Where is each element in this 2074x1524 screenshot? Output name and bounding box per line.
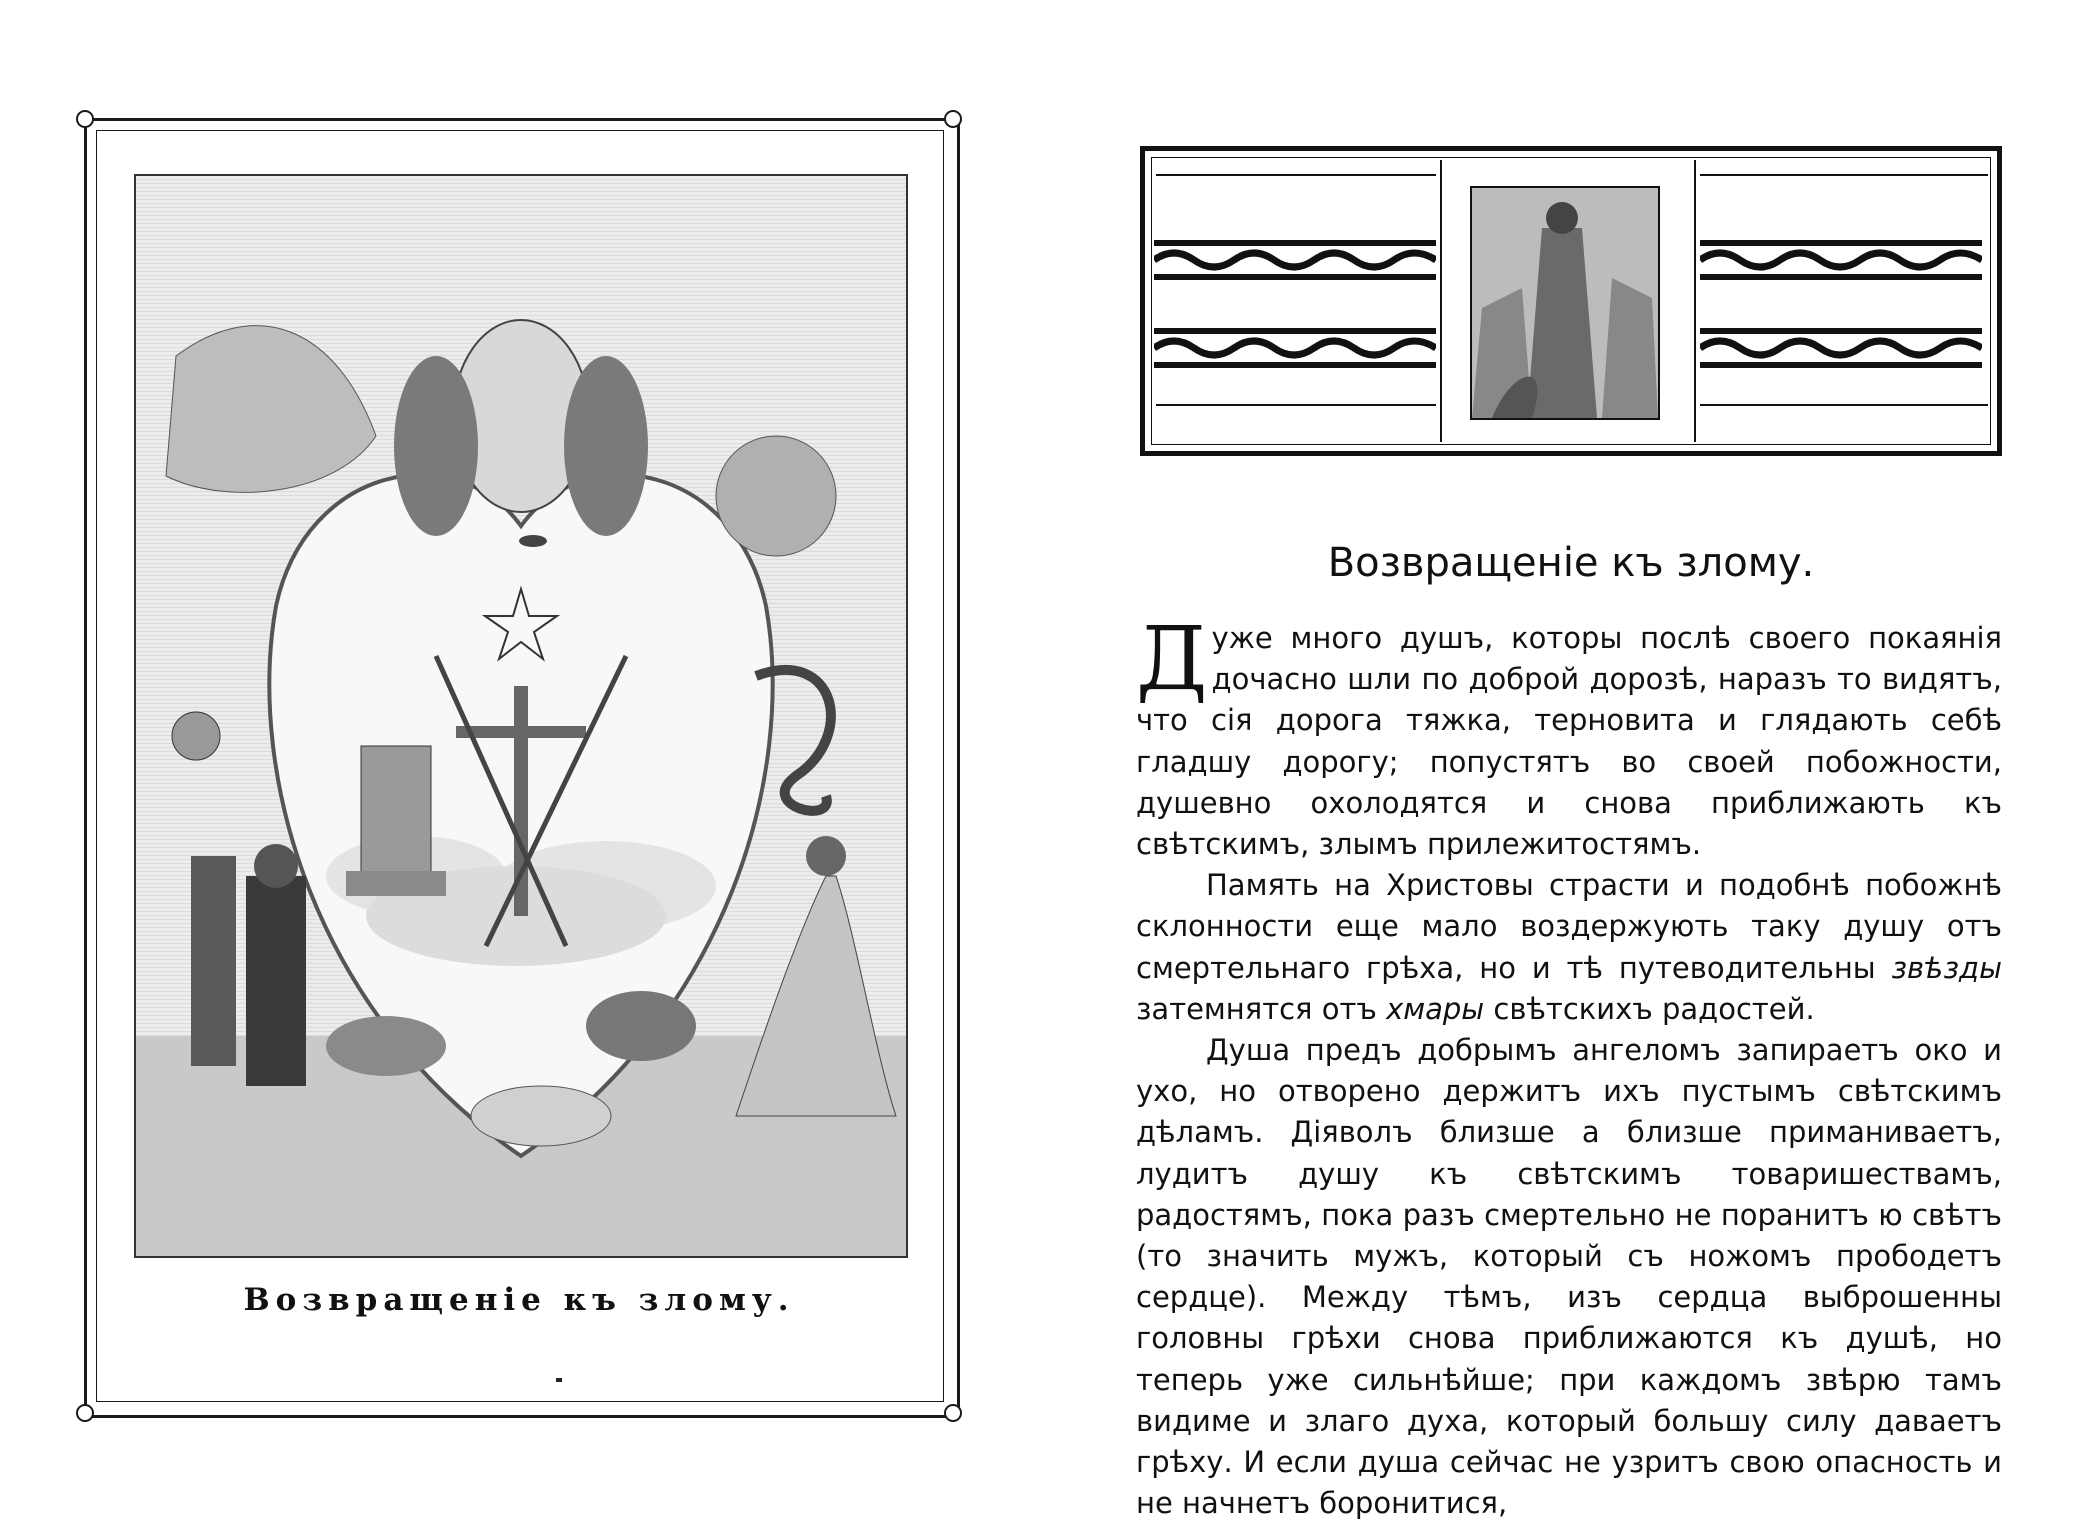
frame-corner-ornament bbox=[944, 1404, 962, 1422]
pig-figure bbox=[471, 1086, 611, 1146]
header-divider bbox=[1694, 160, 1696, 442]
paragraph-text: свѣтскихъ радостей. bbox=[1484, 991, 1815, 1026]
angel-figure bbox=[166, 326, 376, 493]
woman-figure bbox=[736, 876, 896, 1116]
italic-word: звѣзды bbox=[1891, 950, 2002, 985]
paragraph-text: Память на Христовы страсти и подобнѣ побожнѣ склонности еще мало воздержують таку душу отъ смертельнаго грѣха, но и тѣ путеводительны bbox=[1136, 868, 2002, 985]
paragraph bbox=[1136, 607, 2002, 865]
header-vignette-illustration bbox=[1470, 186, 1660, 420]
printer-mark bbox=[556, 1378, 562, 1382]
plate-caption: Возвращеніе къ злому. bbox=[243, 1282, 795, 1318]
header-divider bbox=[1440, 160, 1442, 442]
lion-figure bbox=[586, 991, 696, 1061]
paragraph-text: уже много душъ, которы послѣ своего покаянія дочасно шли по доброй дорозѣ, наразъ то видятъ, что сія дорога тяжка, терновита и глядають себѣ гладшу дорогу; попустятъ во своей побожности, душевно охолодятся и снова приближають къ свѣтскимъ, злымъ прилежитостямъ. bbox=[1136, 621, 2002, 862]
curls bbox=[564, 356, 648, 536]
woman-head bbox=[806, 836, 846, 876]
paragraph: Душа предъ добрымъ ангеломъ запираетъ око и ухо, но отворено держитъ ихъ пустымъ свѣтскимъ дѣламъ. Діяволъ близше а близше приманиваетъ, лудитъ душу къ свѣтскимъ товаришествамъ, радостямъ, пока разъ смертельно не поранитъ ю свѣтъ (то значить мужъ, который съ ножомъ прободетъ сердце). Между тѣмъ, изъ сердца выброшенны головны грѣхи снова приближаются къ душѣ, но теперь уже сильнѣйше; при каждомъ звѣрю тамъ видиме и злаго духа, который большу силу даваетъ грѣху. И если душа сейчас не узритъ свою опасность и не начнетъ боронитися, bbox=[1136, 1033, 2002, 1521]
frame-corner-ornament bbox=[76, 1404, 94, 1422]
column-icon bbox=[361, 746, 431, 886]
italic-word: хмары bbox=[1386, 991, 1485, 1026]
body-text bbox=[1136, 607, 2002, 1524]
devil-figure bbox=[191, 856, 236, 1066]
curls bbox=[394, 356, 478, 536]
vine-ornament bbox=[1700, 328, 1982, 368]
vine-ornament bbox=[1154, 328, 1436, 368]
goat-figure bbox=[326, 1016, 446, 1076]
vine-ornament bbox=[1700, 240, 1982, 280]
column-base bbox=[346, 871, 446, 896]
band-rule bbox=[1700, 174, 1988, 176]
snail-figure bbox=[172, 712, 220, 760]
paragraph bbox=[1136, 865, 2002, 1030]
band-rule bbox=[1156, 174, 1436, 176]
drop-cap: Д bbox=[1136, 607, 1208, 710]
chapter-title: Возвращеніе къ злому. bbox=[1327, 540, 1815, 586]
man-head bbox=[254, 844, 298, 888]
paragraph-text: затемнятся отъ bbox=[1136, 991, 1387, 1026]
frame-corner-ornament bbox=[76, 110, 94, 128]
frame-corner-ornament bbox=[944, 110, 962, 128]
eye-icon bbox=[519, 535, 547, 547]
man-figure bbox=[246, 876, 306, 1086]
peacock-figure bbox=[716, 436, 836, 556]
engraving-drawing bbox=[136, 176, 906, 1256]
cross-beam bbox=[456, 726, 586, 738]
engraving-illustration bbox=[134, 174, 908, 1258]
band-rule bbox=[1700, 404, 1988, 406]
vine-ornament bbox=[1154, 240, 1436, 280]
band-rule bbox=[1156, 404, 1436, 406]
